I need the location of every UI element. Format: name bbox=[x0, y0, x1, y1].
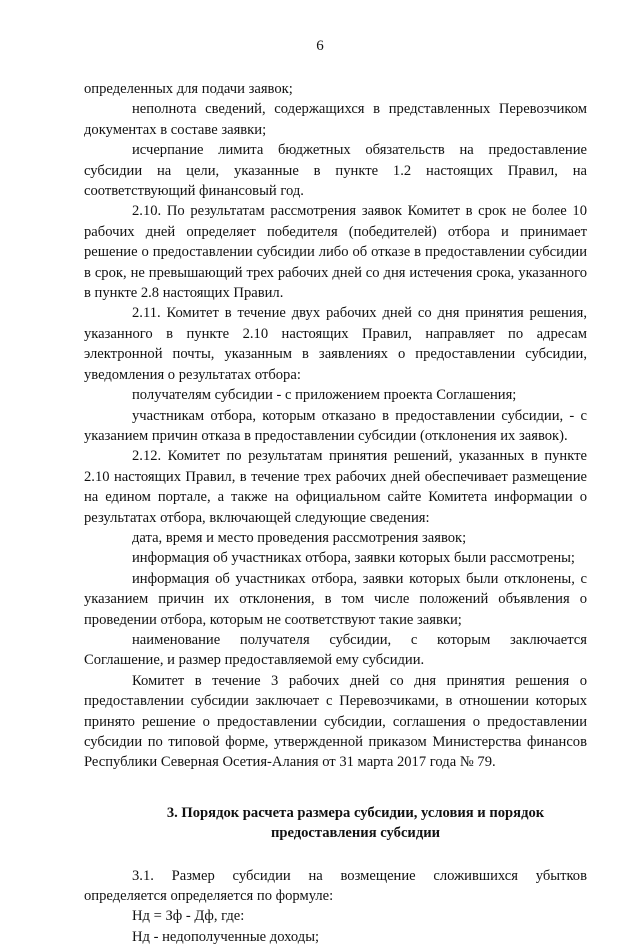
paragraph: 2.10. По результатам рассмотрения заявок Комитет в срок не более 10 рабочих дней определяет победителя (победителей) отбора и принимает решение о предоставлении субсидии либо об отказе в предоставлении субсидии в срок, не превышающий трех рабочих дней со дня истечения срока, указанного в пункте 2.8 настоящих Правил. bbox=[84, 203, 587, 302]
section-heading-line: 3. Порядок расчета размера субсидии, условия и порядок bbox=[166, 804, 545, 821]
paragraph: информация об участниках отбора, заявки которых были отклонены, с указанием причин их отклонения, в том числе положений объявления о проведении отбора, которым не соответствуют такие заявки; bbox=[84, 570, 587, 628]
paragraph: Комитет в течение 3 рабочих дней со дня принятия решения о предоставлении субсидии заключает с Перевозчиками, в отношении которых принято решение о предоставлении субсидии, соглашения о предоставлении субсидии по типовой форме, утвержденной приказом Министерства финансов Республики Северная Осетия-Алания от 31 марта 2017 года № 79. bbox=[84, 672, 587, 771]
paragraph: 2.12. Комитет по результатам принятия решений, указанных в пункте 2.10 настоящих Правил, в течение трех рабочих дней обеспечивает размещение на едином портале, а также на официальном сайте Комитета информации о результатах отбора, включающей следующие сведения: bbox=[84, 448, 587, 526]
paragraph: дата, время и место проведения рассмотрения заявок; bbox=[132, 529, 467, 546]
formula: Нд = Зф - Дф, где: bbox=[132, 908, 245, 925]
paragraph: наименование получателя субсидии, с которым заключается Соглашение, и размер предоставляемой ему субсидии. bbox=[84, 631, 587, 669]
paragraph: 2.11. Комитет в течение двух рабочих дней со дня принятия решения, указанного в пункте 2.10 настоящих Правил, направляет по адресам электронной почты, указанным в заявлениях о предоставлении субсидии, уведомления о результатах отбора: bbox=[84, 305, 587, 383]
document-body bbox=[84, 79, 587, 947]
paragraph: определенных для подачи заявок; bbox=[84, 81, 293, 97]
paragraph: Нд - недополученные доходы; bbox=[132, 928, 320, 945]
paragraph: участникам отбора, которым отказано в предоставлении субсидии, - с указанием причин отказа в предоставлении субсидии (отклонения их заявок). bbox=[84, 407, 587, 444]
paragraph: 3.1. Размер субсидии на возмещение сложившихся убытков определяется определяется по формуле: bbox=[84, 867, 587, 905]
paragraph: неполнота сведений, содержащихся в представленных Перевозчиком документах в составе заявки; bbox=[84, 101, 587, 138]
page-number: 6 bbox=[316, 38, 324, 54]
paragraph: получателям субсидии - с приложением проекта Соглашения; bbox=[132, 387, 517, 404]
section-heading-line: предоставления субсидии bbox=[270, 825, 441, 842]
section-heading bbox=[84, 803, 587, 844]
paragraph: информация об участниках отбора, заявки которых были рассмотрены; bbox=[132, 550, 575, 567]
paragraph: исчерпание лимита бюджетных обязательств на предоставление субсидии на цели, указанные в пункте 1.2 настоящих Правил, на соответствующий финансовый год. bbox=[84, 142, 587, 200]
